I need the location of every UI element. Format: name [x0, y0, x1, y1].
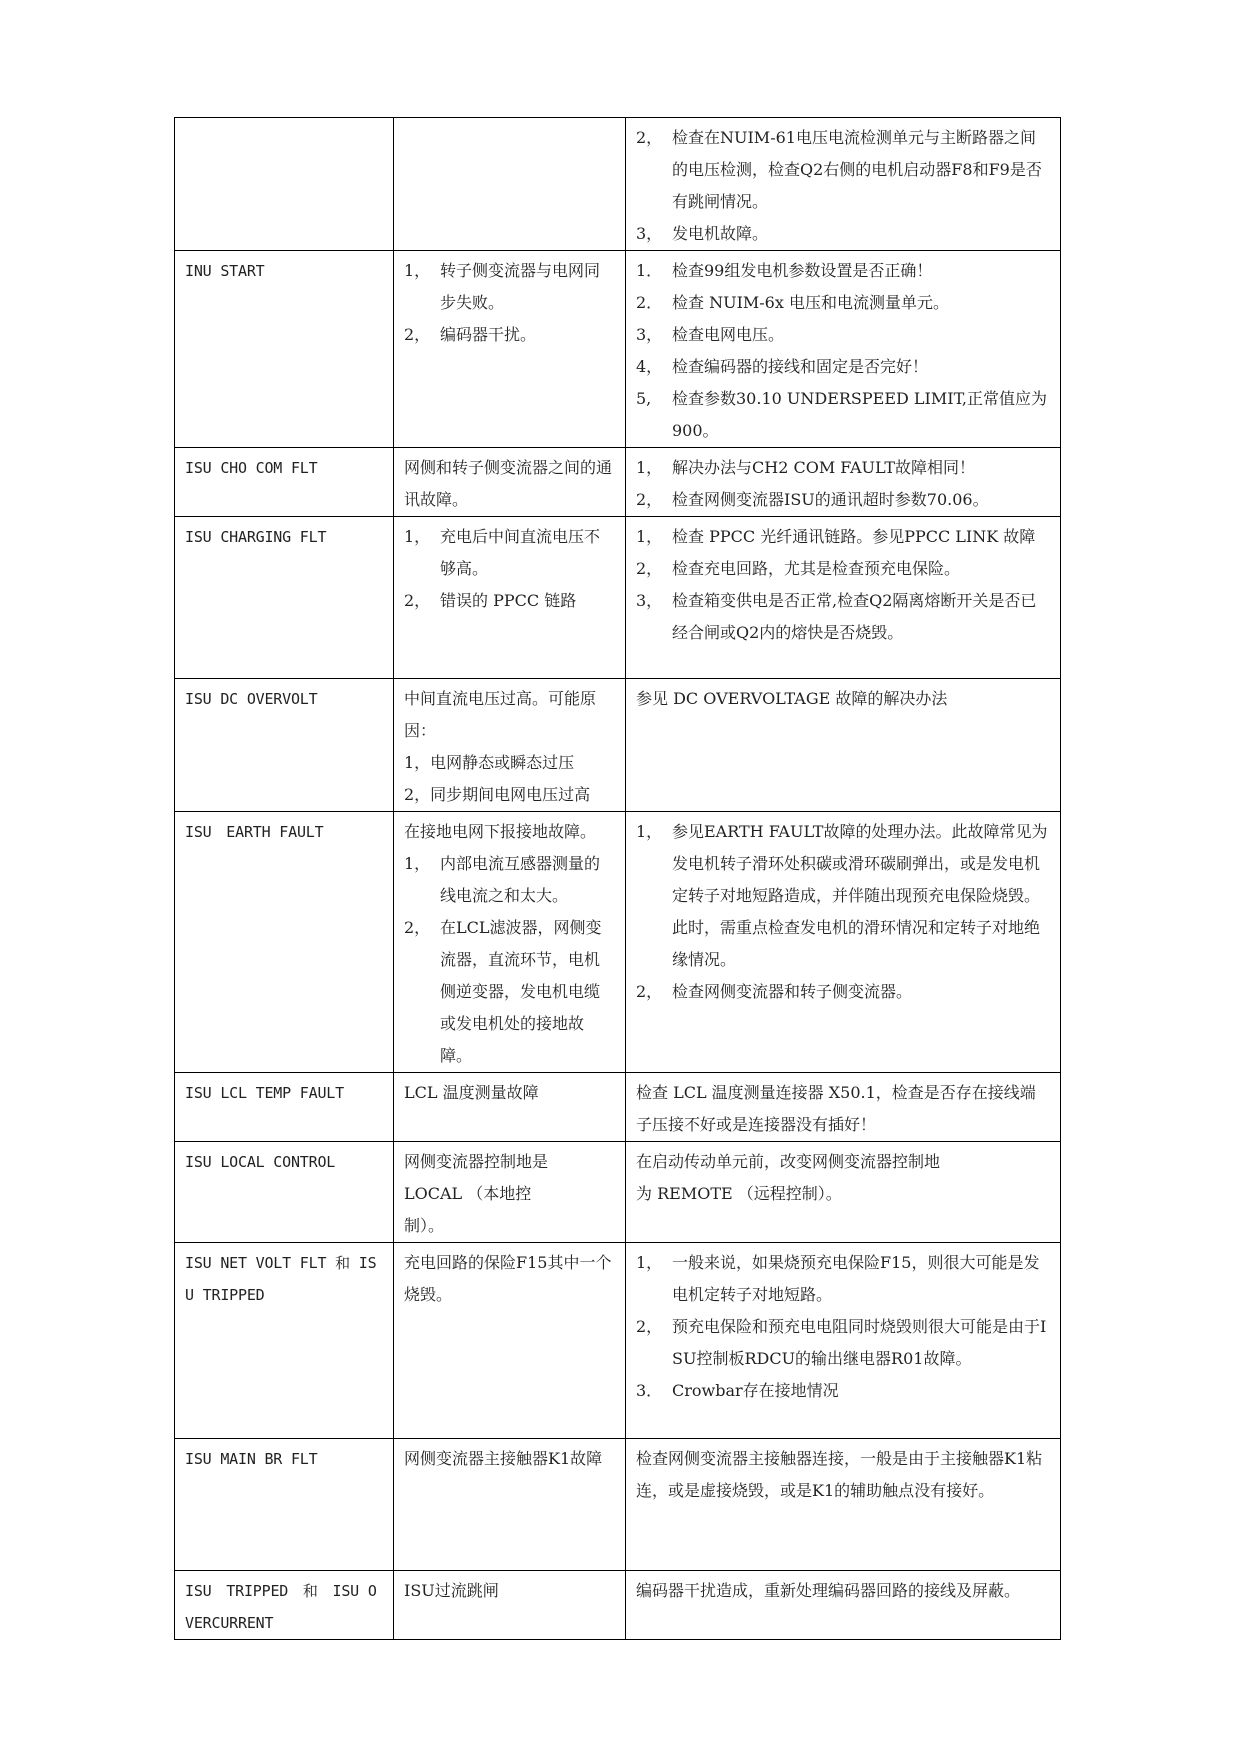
- remedy-item-number: 2，: [636, 490, 663, 509]
- cause-item-number: 2，: [404, 591, 431, 610]
- cause-item: [404, 816, 615, 848]
- fault-code: ISU DC OVERVOLT: [185, 690, 318, 708]
- remedy-item: [636, 287, 1050, 319]
- remedy-item-text: 检查箱变供电是否正常,检查Q2隔离熔断开关是否已经合闸或Q2内的熔快是否烧毁。: [672, 591, 1037, 642]
- fault-table: [174, 117, 1061, 1640]
- cause-item: [404, 747, 615, 779]
- remedy-item-number: 1，: [636, 527, 663, 546]
- remedy-item-number: 5,: [636, 389, 652, 408]
- cause-item-number: 2，: [404, 918, 431, 937]
- fault-code-cell: [175, 812, 394, 1073]
- remedy-item-number: 2，: [636, 1317, 663, 1336]
- cause-item-text: 在接地电网下报接地故障。: [404, 822, 597, 841]
- table-row: [175, 812, 1061, 1073]
- remedy-item: [636, 218, 1050, 250]
- cause-item: [404, 452, 615, 516]
- remedy-cell: [626, 1571, 1061, 1640]
- remedy-item-number: 2，: [636, 982, 663, 1001]
- remedy-item: [636, 1311, 1050, 1375]
- cause-item-number: 2，: [404, 325, 431, 344]
- table-row: [175, 679, 1061, 812]
- remedy-item-text: 检查在NUIM-61电压电流检测单元与主断路器之间的电压检测，检查Q2右侧的电机启动器F8和F9是否有跳闸情况。: [672, 128, 1042, 211]
- fault-code: ISU TRIPPED 和 ISU OVERCURRENT: [185, 1582, 377, 1632]
- remedy-item-text: 检查网侧变流器主接触器连接，一般是由于主接触器K1粘连，或是虚接烧毁，或是K1的辅助触点没有接好。: [636, 1449, 1043, 1500]
- table-row: [175, 517, 1061, 679]
- remedy-cell: [626, 1439, 1061, 1571]
- cause-item-text: 制）。: [404, 1216, 445, 1235]
- cause-cell: [394, 448, 626, 517]
- cause-item: [404, 1247, 615, 1311]
- fault-code: ISU CHARGING FLT: [185, 528, 327, 546]
- remedy-item: [636, 383, 1050, 447]
- cause-item-text: 中间直流电压过高。可能原因：: [404, 689, 597, 740]
- remedy-item-number: 1，: [636, 822, 663, 841]
- cause-cell: [394, 679, 626, 812]
- fault-code: ISU CHO COM FLT: [185, 459, 318, 477]
- remedy-item: [636, 319, 1050, 351]
- remedy-item-text: 预充电保险和预充电电阻同时烧毁则很大可能是由于ISU控制板RDCU的输出继电器R01故障。: [672, 1317, 1047, 1368]
- cause-item-text: 内部电流互感器测量的线电流之和太大。: [440, 854, 601, 905]
- table-row: [175, 118, 1061, 251]
- remedy-cell: [626, 517, 1061, 679]
- fault-code-cell: [175, 679, 394, 812]
- remedy-item-text: 参见 DC OVERVOLTAGE 故障的解决办法: [636, 689, 948, 708]
- cause-item: [404, 848, 615, 912]
- fault-code: ISU EARTH FAULT: [185, 823, 324, 841]
- remedy-item-number: 2．: [636, 293, 663, 312]
- fault-code-cell: [175, 517, 394, 679]
- fault-code-cell: [175, 118, 394, 251]
- remedy-item-number: 3，: [636, 591, 663, 610]
- fault-code: ISU LOCAL CONTROL: [185, 1153, 336, 1171]
- remedy-item: [636, 1375, 1050, 1407]
- table-row: [175, 1073, 1061, 1142]
- cause-item: [404, 779, 615, 811]
- cause-item: [404, 1575, 615, 1607]
- remedy-cell: [626, 1243, 1061, 1439]
- remedy-cell: [626, 1073, 1061, 1142]
- remedy-item-text: 在启动传动单元前，改变网侧变流器控制地: [636, 1152, 941, 1171]
- remedy-item-text: Crowbar存在接地情况: [672, 1381, 839, 1400]
- table-row: [175, 1142, 1061, 1243]
- cause-cell: [394, 1073, 626, 1142]
- remedy-item-number: 1，: [636, 458, 663, 477]
- remedy-item: [636, 255, 1050, 287]
- remedy-cell: [626, 118, 1061, 251]
- table-row: [175, 1243, 1061, 1439]
- remedy-item-text: 检查电网电压。: [672, 325, 785, 344]
- remedy-item-text: 检查充电回路，尤其是检查预充电保险。: [672, 559, 961, 578]
- remedy-item: [636, 452, 1050, 484]
- cause-item-text: 充电后中间直流电压不够高。: [440, 527, 601, 578]
- table-body: [175, 118, 1061, 1640]
- remedy-item-number: 3．: [636, 1381, 663, 1400]
- cause-cell: [394, 1439, 626, 1571]
- cause-item: [404, 255, 615, 319]
- remedy-cell: [626, 679, 1061, 812]
- cause-cell: [394, 118, 626, 251]
- remedy-cell: [626, 251, 1061, 448]
- remedy-cell: [626, 812, 1061, 1073]
- cause-item-text: 网侧变流器控制地是: [404, 1152, 549, 1171]
- remedy-item-number: 2，: [636, 559, 663, 578]
- remedy-item-text: 一般来说，如果烧预充电保险F15，则很大可能是发电机定转子对地短路。: [672, 1253, 1040, 1304]
- fault-code: ISU LCL TEMP FAULT: [185, 1084, 344, 1102]
- cause-item: [404, 683, 615, 747]
- cause-item-text: 1，电网静态或瞬态过压: [404, 753, 575, 772]
- fault-code-cell: [175, 1243, 394, 1439]
- cause-item-text: 网侧变流器主接触器K1故障: [404, 1449, 603, 1468]
- remedy-item-number: 1．: [636, 261, 663, 280]
- remedy-cell: [626, 448, 1061, 517]
- cause-item-number: 1，: [404, 527, 431, 546]
- remedy-item: [636, 1146, 1050, 1178]
- cause-item: [404, 1146, 615, 1178]
- fault-code-cell: [175, 1439, 394, 1571]
- fault-code: ISU MAIN BR FLT: [185, 1450, 318, 1468]
- fault-code-cell: [175, 1142, 394, 1243]
- remedy-item-text: 检查 LCL 温度测量连接器 X50.1，检查是否存在接线端子压接不好或是连接器没有插好！: [636, 1083, 1036, 1134]
- remedy-item: [636, 976, 1050, 1008]
- cause-cell: [394, 1142, 626, 1243]
- cause-item: [404, 585, 615, 617]
- cause-item-text: 错误的 PPCC 链路: [440, 591, 577, 610]
- table-row: [175, 1439, 1061, 1571]
- remedy-item: [636, 1178, 1050, 1210]
- remedy-item-text: 检查 PPCC 光纤通讯链路。参见PPCC LINK 故障: [672, 527, 1036, 546]
- cause-cell: [394, 517, 626, 679]
- cause-cell: [394, 812, 626, 1073]
- fault-code-cell: [175, 251, 394, 448]
- cause-cell: [394, 1243, 626, 1439]
- cause-item: [404, 319, 615, 351]
- cause-item: [404, 912, 615, 1072]
- fault-code: INU START: [185, 262, 265, 280]
- remedy-item: [636, 1077, 1050, 1141]
- fault-code-cell: [175, 448, 394, 517]
- remedy-item-text: 检查网侧变流器ISU的通讯超时参数70.06。: [672, 490, 989, 509]
- remedy-item: [636, 122, 1050, 218]
- cause-item-text: 编码器干扰。: [440, 325, 537, 344]
- cause-item-text: 转子侧变流器与电网同步失败。: [440, 261, 601, 312]
- remedy-item-number: 1，: [636, 1253, 663, 1272]
- table-row: [175, 1571, 1061, 1640]
- remedy-item-text: 解决办法与CH2 COM FAULT故障相同！: [672, 458, 976, 477]
- remedy-item-number: 2，: [636, 128, 663, 147]
- cause-cell: [394, 251, 626, 448]
- remedy-item-text: 检查参数30.10 UNDERSPEED LIMIT,正常值应为900。: [672, 389, 1047, 440]
- remedy-item-text: 检查网侧变流器和转子侧变流器。: [672, 982, 913, 1001]
- remedy-item: [636, 351, 1050, 383]
- cause-item-text: ISU过流跳闸: [404, 1581, 499, 1600]
- cause-item-text: 充电回路的保险F15其中一个烧毁。: [404, 1253, 612, 1304]
- cause-item-text: LOCAL （本地控: [404, 1184, 532, 1203]
- remedy-item: [636, 553, 1050, 585]
- remedy-item-number: 3，: [636, 325, 663, 344]
- cause-item-number: 1，: [404, 261, 431, 280]
- remedy-item: [636, 816, 1050, 976]
- cause-item: [404, 1443, 615, 1475]
- cause-item: [404, 1178, 615, 1210]
- remedy-item-text: 编码器干扰造成，重新处理编码器回路的接线及屏蔽。: [636, 1581, 1021, 1600]
- cause-item-text: 在LCL滤波器，网侧变流器，直流环节，电机侧逆变器，发电机电缆或发电机处的接地故障。: [440, 918, 602, 1065]
- fault-code: ISU NET VOLT FLT 和 ISU TRIPPED: [185, 1254, 377, 1304]
- remedy-cell: [626, 1142, 1061, 1243]
- remedy-item: [636, 484, 1050, 516]
- remedy-item: [636, 521, 1050, 553]
- remedy-item-text: 检查 NUIM-6x 电压和电流测量单元。: [672, 293, 949, 312]
- remedy-item-number: 4，: [636, 357, 663, 376]
- cause-item-text: 网侧和转子侧变流器之间的通讯故障。: [404, 458, 613, 509]
- remedy-item-text: 检查99组发电机参数设置是否正确！: [672, 261, 933, 280]
- remedy-item: [636, 1443, 1050, 1507]
- remedy-item: [636, 1575, 1050, 1607]
- fault-code-cell: [175, 1073, 394, 1142]
- cause-item: [404, 1077, 615, 1109]
- remedy-item-text: 检查编码器的接线和固定是否完好！: [672, 357, 929, 376]
- cause-cell: [394, 1571, 626, 1640]
- remedy-item-number: 3，: [636, 224, 663, 243]
- cause-item: [404, 521, 615, 585]
- remedy-item: [636, 683, 1050, 715]
- remedy-item-text: 发电机故障。: [672, 224, 769, 243]
- remedy-item: [636, 585, 1050, 649]
- remedy-item: [636, 1247, 1050, 1311]
- table-row: [175, 448, 1061, 517]
- fault-code-cell: [175, 1571, 394, 1640]
- table-row: [175, 251, 1061, 448]
- cause-item: [404, 1210, 615, 1242]
- cause-item-text: 2，同步期间电网电压过高: [404, 785, 591, 804]
- remedy-item-text: 为 REMOTE （远程控制）。: [636, 1184, 842, 1203]
- cause-item-text: LCL 温度测量故障: [404, 1083, 539, 1102]
- remedy-item-text: 参见EARTH FAULT故障的处理办法。此故障常见为发电机转子滑环处积碳或滑环碳刷弹出，或是发电机定转子对地短路造成，并伴随出现预充电保险烧毁。此时，需重点检查发电机的滑环情况和定转子对地绝缘情况。: [672, 822, 1048, 969]
- cause-item-number: 1，: [404, 854, 431, 873]
